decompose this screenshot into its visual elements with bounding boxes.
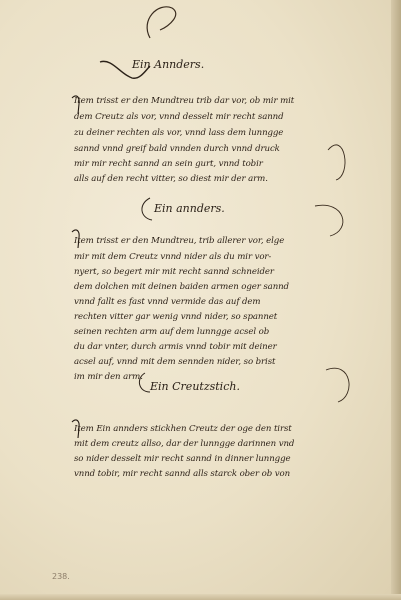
text-line: Item trisst er den Mundtreu trib dar vor, ob mir mit: [74, 96, 295, 106]
page-bottom-edge: [0, 594, 401, 600]
text-line: zu deiner rechten als vor, vnnd lass dem lunngge: [74, 128, 284, 138]
text-line: mir mir recht sannd an sein gurt, vnnd tobir: [74, 159, 263, 169]
text-line: rechten vitter gar wenig vnnd nider, so spannet: [74, 312, 278, 322]
text-line: vnnd tobir, mir recht sannd alls starck ober ob von: [74, 469, 291, 479]
text-line: so nider desselt mir recht sannd in dinner lunngge: [74, 454, 291, 464]
section-heading-2: Ein annders.: [154, 202, 225, 215]
text-line: acsel auf, vnnd mit dem sennden nider, so brist: [74, 357, 276, 367]
text-line: mir mit dem Creutz vnnd nider als du mir vor-: [74, 252, 272, 262]
text-line: dem dolchen mit deinen baiden armen oger sannd: [74, 282, 289, 292]
text-line: alls auf den recht vitter, so diest mir der arm.: [74, 174, 268, 184]
folio-number: 238.: [52, 572, 70, 581]
section-heading-1: Ein Annders.: [132, 58, 205, 71]
right-flourish-2: [315, 205, 343, 236]
section-heading-3: Ein Creutzstich.: [150, 380, 240, 393]
text-line: seinen rechten arm auf dem lunngge acsel ob: [74, 327, 270, 337]
text-line: vnnd fallt es fast vnnd vermide das auf dem: [74, 297, 261, 307]
left-flourish-heading-2: [142, 198, 152, 220]
top-flourish: [147, 7, 176, 38]
text-line: sannd vnnd greif bald vnnden durch vnnd druck: [74, 144, 280, 154]
text-line: nyert, so begert mir mit recht sannd schneider: [74, 267, 274, 277]
text-line: im mir den arm.: [74, 372, 143, 382]
text-line: mit dem creutz allso, dar der lunngge darinnen vnd: [74, 439, 295, 449]
text-line: Item trisst er den Mundtreu, trib allerer vor, elge: [74, 236, 285, 246]
text-line: dem Creutz als vor, vnnd desselt mir recht sannd: [74, 112, 284, 122]
page-gutter: [391, 0, 401, 600]
text-line: Item Ein annders stickhen Creutz der oge den tirst: [74, 424, 292, 434]
text-line: du dar vnter, durch armis vnnd tobir mit deiner: [74, 342, 277, 352]
